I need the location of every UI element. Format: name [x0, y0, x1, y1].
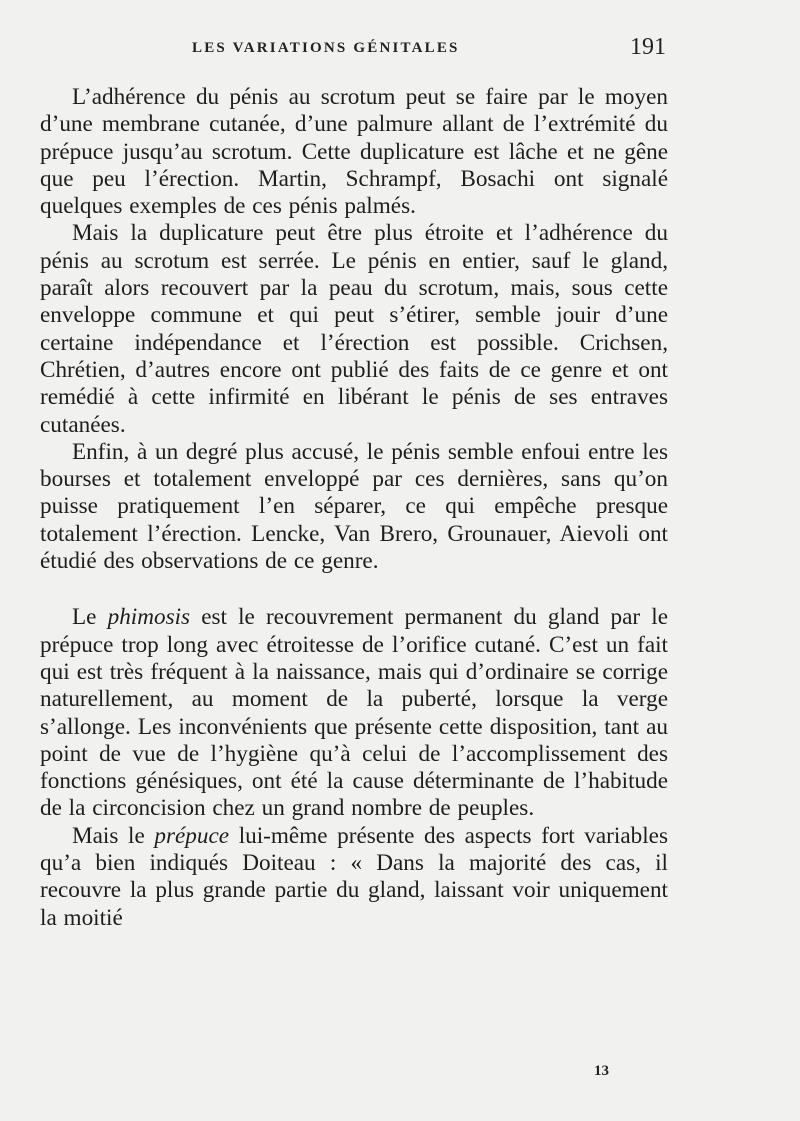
paragraph-text: Le — [72, 604, 108, 631]
paragraph-text: est le recouvrement permanent du gland par le prépuce trop long avec étroitesse de l’orifice cutané. C’est un fait qui est très fréquent à la naissance, mais qui d’ordinaire se corrige naturellement, au moment de la puberté, lorsque la verge s’allonge. Les inconvénients que présente cette disposition, tant au point de vue de l’hygiène qu’à celui de l’accomplissement des fonctions génésiques, ont été la cause déterminante de l’habitude de la circoncision chez un grand nombre de peuples. — [40, 604, 668, 822]
section-break — [40, 575, 668, 604]
italic-term: phimosis — [107, 604, 191, 631]
paragraph-text: L’adhérence du pénis au scrotum peut se faire par le moyen d’une membrane cutanée, d’une palmure allant de l’extrémité du prépuce jusqu’au scrotum. Cette duplicature est lâche et ne gêne que peu l’érection. Martin, Schrampf, Bosachi ont signalé quelques exemples de ces pénis palmés. — [40, 84, 668, 220]
running-head: LES VARIATIONS GÉNITALES — [192, 40, 460, 56]
paragraph — [40, 604, 668, 822]
italic-term: prépuce — [154, 822, 230, 849]
signature-mark: 13 — [594, 1063, 609, 1079]
paragraph — [40, 220, 668, 438]
paragraph-text: lui-même présente des aspects fort variables qu’a bien indiqués Doiteau : « Dans la majorité des cas, il recouvre la plus grande partie du gland, laissant voir uniquement la moitié — [40, 822, 668, 931]
paragraph-text: Mais le — [72, 822, 155, 849]
paragraph-text: Mais la duplicature peut être plus étroite et l’adhérence du pénis au scrotum est serrée. Le pénis en entier, sauf le gland, paraît alors recouvert par la peau du scrotum, mais, sous cette enveloppe commune et qui peut s’étirer, semble jouir d’une certaine indépendance et l’érection est possible. Crichsen, Chrétien, d’autres encore ont publié des faits de ce genre et ont remédié à cette infirmité en libérant le pénis de ses entraves cutanées. — [40, 220, 668, 438]
paragraph — [40, 84, 668, 220]
body-text — [40, 84, 668, 932]
paragraph — [40, 439, 668, 575]
page-number: 191 — [630, 34, 666, 60]
paragraph — [40, 823, 668, 932]
paragraph-text: Enfin, à un degré plus accusé, le pénis semble enfoui entre les bourses et totalement enveloppé par ces dernières, sans qu’on puisse pratiquement l’en séparer, ce qui empêche presque totalement l’érection. Lencke, Van Brero, Grounauer, Aievoli ont étudié des observations de ce genre. — [40, 438, 668, 575]
page-header — [40, 34, 670, 64]
